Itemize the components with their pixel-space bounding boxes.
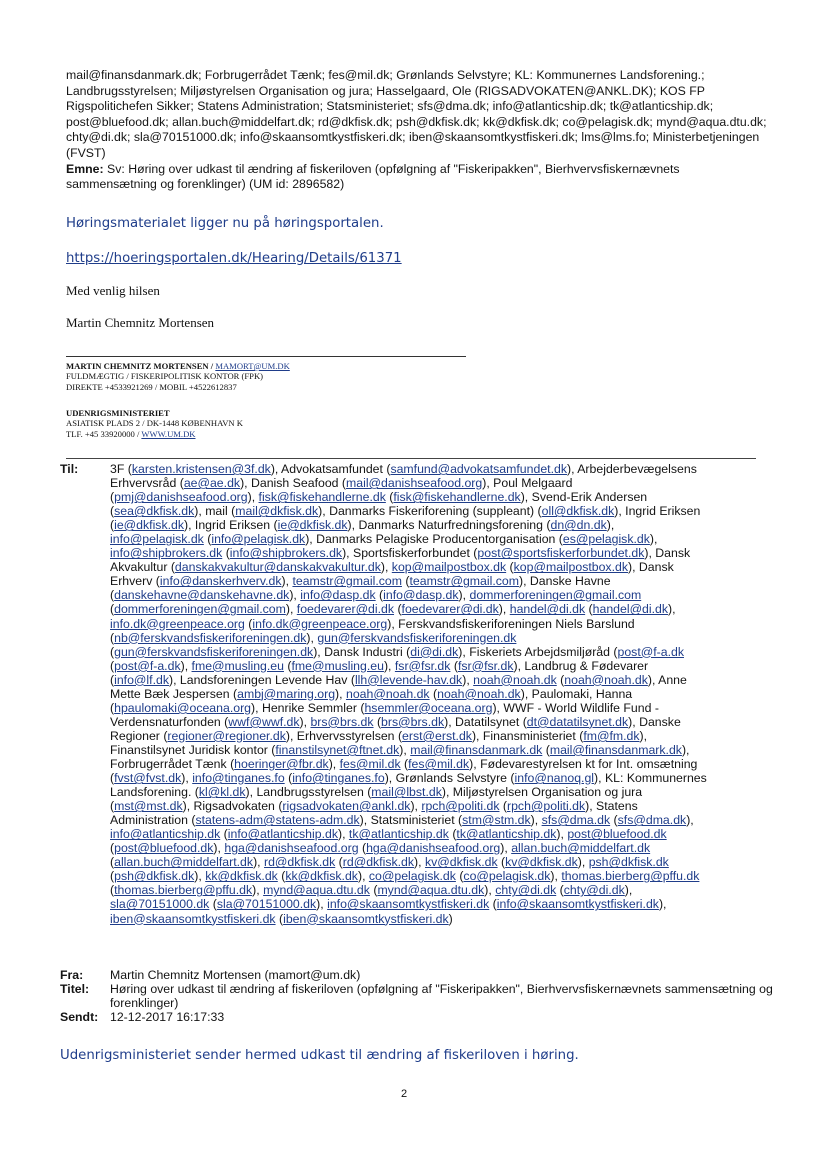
organization-name: UDENRIGSMINISTERIET: [66, 408, 170, 418]
recipient-email-link[interactable]: tk@atlanticship.dk: [456, 827, 557, 842]
recipient-email-link[interactable]: info@shipbrokers.dk: [229, 546, 343, 561]
to-line: iben@skaansomtkystfiskeri.dk (iben@skaansomtkystfiskeri.dk): [110, 911, 453, 926]
recipient-email-link[interactable]: thomas.bierberg@pffu.dk: [114, 883, 253, 898]
organization-phone-line: TLF. +45 33920000 / WWW.UM.DK: [66, 428, 196, 439]
recipient-email-link[interactable]: fes@mil.dk: [408, 756, 470, 771]
recipient-email-link[interactable]: dn@dn.dk: [550, 518, 607, 533]
recipient-email-link[interactable]: dt@datatilsynet.dk: [526, 714, 629, 729]
recipient-email-link[interactable]: chty@di.dk: [563, 883, 625, 898]
recipient-email-link[interactable]: brs@brs.dk: [310, 714, 374, 729]
sender-name: Martin Chemnitz Mortensen: [66, 315, 215, 330]
recipient-email-link[interactable]: kop@mailpostbox.dk: [513, 560, 628, 575]
recipient-email-link[interactable]: rigsadvokaten@ankl.dk: [282, 799, 411, 814]
original-message-to: [60, 462, 810, 926]
recipient-email-link[interactable]: mail@finansdanmark.dk: [410, 742, 543, 757]
recipient-email-link[interactable]: hsemmler@oceana.org: [364, 700, 493, 715]
recipient-email-link[interactable]: ie@dkfisk.dk: [277, 518, 348, 533]
page-number: 2: [401, 1088, 408, 1100]
body-text: Udenrigsministeriet sender hermed udkast til ændring af fiskeriloven i høring.: [60, 1048, 579, 1063]
recipient-email-link[interactable]: post@f-a.dk: [114, 658, 181, 673]
signature-title: FULDMÆGTIG / FISKERIPOLITISK KONTOR (FPK): [66, 371, 264, 382]
recipient-email-link[interactable]: rd@dkfisk.dk: [264, 855, 336, 870]
recipient-email-link[interactable]: post@f-a.dk: [617, 644, 684, 659]
recipient-email-link[interactable]: mynd@aqua.dtu.dk: [377, 883, 485, 898]
recipient-email-link[interactable]: tk@atlanticship.dk: [348, 827, 449, 842]
recipient-email-link[interactable]: erst@erst.dk: [402, 728, 472, 743]
recipient-email-link[interactable]: fm@fm.dk: [583, 728, 640, 743]
to-line: Erhverv (info@danskerhverv.dk), teamstr@gmail.com (teamstr@gmail.com), Danske Havne: [110, 574, 611, 589]
recipient-email-link[interactable]: fme@musling.eu: [291, 658, 384, 673]
recipient-email-link[interactable]: handel@di.dk: [592, 602, 669, 617]
recipient-email-link[interactable]: rd@dkfisk.dk: [342, 855, 415, 870]
recipient-email-link[interactable]: ambj@maring.org: [237, 686, 336, 701]
recipient-email-link[interactable]: noah@noah.dk: [473, 672, 557, 687]
hearing-link[interactable]: https://hoeringsportalen.dk/Hearing/Details/61371: [66, 251, 402, 266]
recipient-email-link[interactable]: dommerforeningen@gmail.com: [114, 602, 286, 617]
to-line: (hpaulomaki@oceana.org), Henrike Semmler (hsemmler@oceana.org), WWF - World Wildlife Fund -: [110, 700, 659, 715]
recipient-email-link[interactable]: hoeringer@fbr.dk: [234, 756, 329, 771]
to-recipients: [110, 462, 810, 926]
sent-label: Sendt:: [60, 1010, 99, 1025]
greeting: Med venlig hilsen: [66, 283, 160, 298]
recipient-email-link[interactable]: co@pelagisk.dk: [463, 869, 551, 884]
recipient-email-link[interactable]: samfund@advokatsamfundet.dk: [390, 462, 567, 476]
signature-divider: [66, 356, 466, 357]
to-line: (thomas.bierberg@pffu.dk), mynd@aqua.dtu.dk (mynd@aqua.dtu.dk), chty@di.dk (chty@di.dk),: [110, 883, 633, 898]
title-value: Høring over udkast til ændring af fiskeriloven (opfølgning af "Fiskeripakken", Bierhvervsfiskernævnets sammensætning og forenklinger): [110, 982, 773, 1011]
recipient-email-link[interactable]: gun@ferskvandsfiskeriforeningen.dk: [317, 630, 517, 645]
recipient-email-link[interactable]: oll@dkfisk.dk: [541, 504, 615, 519]
to-line: (psh@dkfisk.dk), kk@dkfisk.dk (kk@dkfisk.dk), co@pelagisk.dk (co@pelagisk.dk), thomas.bierberg@pffu.dk: [110, 869, 700, 884]
recipient-email-link[interactable]: rpch@politi.dk: [421, 799, 500, 814]
recipient-email-link[interactable]: fsr@fsr.dk: [457, 658, 514, 673]
to-line: (gun@ferskvandsfiskeriforeningen.dk), Dansk Industri (di@di.dk), Fiskeriets Arbejdsmiljøråd (post@f-a.dk: [110, 644, 684, 659]
recipient-email-link[interactable]: info@nanoq.gl: [514, 771, 595, 786]
to-label: Til:: [60, 462, 79, 476]
recipient-email-link[interactable]: kv@dkfisk.dk: [424, 855, 498, 870]
to-line: (sea@dkfisk.dk), mail (mail@dkfisk.dk), Danmarks Fiskeriforening (suppleant) (oll@dkfisk.dk), Ingrid Eriksen: [110, 504, 701, 519]
to-line: Finanstilsynet Juridisk kontor (finanstilsynet@ftnet.dk), mail@finansdanmark.dk (mail@finansdanmark.dk),: [110, 742, 690, 757]
recipient-email-link[interactable]: fme@musling.eu: [191, 658, 284, 673]
subject-line: [66, 162, 771, 193]
recipient-email-link[interactable]: mail@danishseafood.org: [346, 476, 483, 491]
to-line: Regioner (regioner@regioner.dk), Erhvervsstyrelsen (erst@erst.dk), Finansministeriet (fm@fm.dk),: [110, 728, 648, 743]
organization-address: ASIATISK PLADS 2 / DK-1448 KØBENHAVN K: [66, 418, 243, 429]
signature-name: MARTIN CHEMNITZ MORTENSEN /: [66, 361, 216, 371]
recipient-email-link[interactable]: mail@lbst.dk: [371, 785, 442, 800]
recipient-email-link[interactable]: info.dk@greenpeace.org: [252, 616, 388, 631]
recipient-email-link[interactable]: info@skaansomtkystfiskeri.dk: [496, 897, 659, 912]
signature-phones: DIREKTE +4533921269 / MOBIL +4522612837: [66, 381, 237, 392]
recipient-email-link[interactable]: info@tinganes.fo: [192, 771, 285, 786]
recipient-email-link[interactable]: iben@skaansomtkystfiskeri.dk: [110, 911, 276, 926]
to-line: (ie@dkfisk.dk), Ingrid Eriksen (ie@dkfisk.dk), Danmarks Naturfredningsforening (dn@dn.dk),: [110, 518, 615, 533]
to-line: Verdensnaturfonden (wwf@wwf.dk), brs@brs.dk (brs@brs.dk), Datatilsynet (dt@datatilsynet.dk), Danske: [110, 714, 681, 729]
recipient-email-link[interactable]: es@pelagisk.dk: [562, 532, 650, 547]
recipient-email-link[interactable]: co@pelagisk.dk: [368, 869, 456, 884]
recipient-email-link[interactable]: sea@dkfisk.dk: [114, 504, 195, 519]
to-line: (allan.buch@middelfart.dk), rd@dkfisk.dk (rd@dkfisk.dk), kv@dkfisk.dk (kv@dkfisk.dk), psh@dkfisk.dk: [110, 855, 669, 870]
recipient-email-link[interactable]: sla@70151000.dk: [216, 897, 317, 912]
recipient-email-link[interactable]: info@pelagisk.dk: [211, 532, 306, 547]
signature-block: [66, 361, 290, 392]
recipient-email-link[interactable]: kk@dkfisk.dk: [285, 869, 358, 884]
portal-note: Høringsmaterialet ligger nu på høringsportalen.: [66, 216, 384, 231]
to-line: info@pelagisk.dk (info@pelagisk.dk), Danmarks Pelagiske Producentorganisation (es@pelagisk.dk),: [110, 532, 658, 547]
recipient-email-link[interactable]: wwf@wwf.dk: [228, 714, 300, 729]
recipient-email-link[interactable]: dommerforeningen@gmail.com: [469, 588, 642, 603]
website-link[interactable]: WWW.UM.DK: [141, 428, 196, 439]
to-line: Erhvervsråd (ae@ae.dk), Danish Seafood (mail@danishseafood.org), Poul Melgaard: [110, 476, 573, 491]
to-line: (mst@mst.dk), Rigsadvokaten (rigsadvokaten@ankl.dk), rpch@politi.dk (rpch@politi.dk), Statens: [110, 799, 638, 814]
message-divider: [66, 458, 756, 459]
recipient-email-link[interactable]: foedevarer@di.dk: [296, 602, 395, 617]
recipient-email-link[interactable]: hga@danishseafood.org: [366, 841, 501, 856]
title-label: Titel:: [60, 982, 90, 997]
recipient-email-link[interactable]: nb@ferskvandsfiskeriforeningen.dk: [114, 630, 307, 645]
recipient-email-link[interactable]: noah@noah.dk: [564, 672, 648, 687]
recipient-email-link[interactable]: psh@dkfisk.dk: [588, 855, 669, 870]
recipient-email-link[interactable]: gun@ferskvandsfiskeriforeningen.dk: [114, 644, 314, 659]
to-line: (fvst@fvst.dk), info@tinganes.fo (info@tinganes.fo), Grønlands Selvstyre (info@nanoq.gl), KL: Kommunernes: [110, 771, 707, 786]
to-line: Akvakultur (danskakvakultur@danskakvakultur.dk), kop@mailpostbox.dk (kop@mailpostbox.dk), Dansk: [110, 560, 674, 575]
to-line: (danskehavne@danskehavne.dk), info@dasp.dk (info@dasp.dk), dommerforeningen@gmail.com: [110, 588, 642, 603]
recipient-email-link[interactable]: rpch@politi.dk: [507, 799, 586, 814]
to-lines: [110, 462, 810, 926]
subject-label: Emne:: [66, 161, 104, 176]
recipient-email-link[interactable]: info.dk@greenpeace.org: [110, 616, 245, 631]
recipient-email-link[interactable]: sfs@dma.dk: [541, 813, 611, 828]
recipient-email-link[interactable]: foedevarer@di.dk: [401, 602, 499, 617]
to-line: Forbrugerrådet Tænk (hoeringer@fbr.dk), fes@mil.dk (fes@mil.dk), Fødevarestyrelsen kt for Int. omsætning: [110, 756, 698, 771]
recipient-email-link[interactable]: brs@brs.dk: [381, 714, 445, 729]
recipient-email-link[interactable]: info@tinganes.fo: [292, 771, 385, 786]
recipient-email-link[interactable]: mynd@aqua.dtu.dk: [263, 883, 370, 898]
recipient-email-link[interactable]: allan.buch@middelfart.dk: [511, 841, 651, 856]
recipient-email-link[interactable]: stm@stm.dk: [462, 813, 531, 828]
recipient-email-link[interactable]: fisk@fiskehandlerne.dk: [393, 490, 521, 505]
recipient-email-link[interactable]: kl@kl.dk: [198, 785, 246, 800]
email-header: [66, 68, 771, 193]
recipient-email-link[interactable]: info@lf.dk: [114, 672, 169, 687]
recipient-email-link[interactable]: teamstr@gmail.com: [409, 574, 519, 589]
recipient-email-link[interactable]: kk@dkfisk.dk: [205, 869, 278, 884]
recipient-email-link[interactable]: hga@danishseafood.org: [224, 841, 359, 856]
recipient-email-link[interactable]: info@atlanticship.dk: [227, 827, 338, 842]
recipient-email-link[interactable]: karsten.kristensen@3f.dk: [131, 462, 271, 476]
to-line: sla@70151000.dk (sla@70151000.dk), info@skaansomtkystfiskeri.dk (info@skaansomtkystfiskeri.dk),: [110, 897, 667, 912]
recipient-email-link[interactable]: regioner@regioner.dk: [167, 728, 286, 743]
recipient-email-link[interactable]: sfs@dma.dk: [617, 813, 687, 828]
recipient-email-link[interactable]: info@dasp.dk: [300, 588, 376, 603]
to-line: (dommerforeningen@gmail.com), foedevarer@di.dk (foedevarer@di.dk), handel@di.dk (handel@di.dk),: [110, 602, 676, 617]
to-line: (info@lf.dk), Landsforeningen Levende Hav (llh@levende-hav.dk), noah@noah.dk (noah@noah.dk), Anne: [110, 672, 687, 687]
recipient-email-link[interactable]: teamstr@gmail.com: [292, 574, 402, 589]
recipient-email-link[interactable]: chty@di.dk: [495, 883, 557, 898]
recipient-email-link[interactable]: post@sportsfiskerforbundet.dk: [477, 546, 645, 561]
recipient-email-link[interactable]: psh@dkfisk.dk: [114, 869, 195, 884]
recipient-email-link[interactable]: mst@mst.dk: [114, 799, 183, 814]
from-value: Martin Chemnitz Mortensen (mamort@um.dk): [110, 968, 361, 982]
recipients-tail: mail@finansdanmark.dk; Forbrugerrådet Tænk; fes@mil.dk; Grønlands Selvstyre; KL: Kommunernes Landsforening.; Landbrugsstyrelsen; Miljøstyrelsen Organisation og jura; Hasselgaard, Ole (RIGSADVOKATEN@ANKL.DK); KOS FP Rigspolitichefen Sikker; Statens Administration; Statsministeriet; sfs@dma.dk; info@atlanticship.dk; tk@atlanticship.dk; post@bluefood.dk; allan.buch@middelfart.dk; rd@dkfisk.dk; psh@dkfisk.dk; kk@dkfisk.dk; co@pelagisk.dk; mynd@aqua.dtu.dk; chty@di.dk; sla@70151000.dk; info@skaansomtkystfiskeri.dk; iben@skaansomtkystfiskeri.dk; lms@lms.fo; Ministerbetjeningen (FVST): [66, 68, 767, 160]
recipient-email-link[interactable]: hpaulomaki@oceana.org: [114, 700, 252, 715]
to-line: 3F (karsten.kristensen@3f.dk), Advokatsamfundet (samfund@advokatsamfundet.dk), Arbejderbevægelsens: [110, 462, 697, 476]
signature-name-line: [66, 361, 290, 371]
to-line: Administration (statens-adm@statens-adm.dk), Statsministeriet (stm@stm.dk), sfs@dma.dk (sfs@dma.dk),: [110, 813, 694, 828]
recipient-email-link[interactable]: handel@di.dk: [509, 602, 586, 617]
recipient-email-link[interactable]: allan.buch@middelfart.dk: [114, 855, 254, 870]
recipient-email-link[interactable]: ie@dkfisk.dk: [114, 518, 184, 533]
from-label: Fra:: [60, 968, 84, 982]
to-line: (post@bluefood.dk), hga@danishseafood.org (hga@danishseafood.org), allan.buch@middelfart.dk: [110, 841, 651, 856]
signature-email-link[interactable]: MAMORT@UM.DK: [215, 361, 290, 371]
to-line: info@shipbrokers.dk (info@shipbrokers.dk), Sportsfiskerforbundet (post@sportsfiskerforbundet.dk), Dansk: [110, 546, 691, 561]
recipient-email-link[interactable]: statens-adm@statens-adm.dk: [195, 813, 360, 828]
recipient-email-link[interactable]: kop@mailpostbox.dk: [391, 560, 507, 575]
recipient-email-link[interactable]: pmj@danishseafood.org: [114, 490, 248, 505]
recipient-email-link[interactable]: info@dasp.dk: [383, 588, 459, 603]
recipient-email-link[interactable]: info@danskerhverv.dk: [159, 574, 282, 589]
to-line: Landsforening. (kl@kl.dk), Landbrugsstyrelsen (mail@lbst.dk), Miljøstyrelsen Organisation og jura: [110, 785, 643, 800]
recipient-email-link[interactable]: danskakvakultur@danskakvakultur.dk: [174, 560, 381, 575]
recipient-email-link[interactable]: info@skaansomtkystfiskeri.dk: [327, 897, 490, 912]
recipient-email-link[interactable]: sla@70151000.dk: [110, 897, 210, 912]
recipient-email-link[interactable]: fsr@fsr.dk: [394, 658, 451, 673]
recipient-email-link[interactable]: ae@ae.dk: [183, 476, 241, 491]
to-line: (nb@ferskvandsfiskeriforeningen.dk), gun@ferskvandsfiskeriforeningen.dk: [110, 630, 517, 645]
recipient-email-link[interactable]: noah@noah.dk: [345, 686, 430, 701]
recipient-email-link[interactable]: llh@levende-hav.dk: [354, 672, 463, 687]
recipient-email-link[interactable]: finanstilsynet@ftnet.dk: [275, 742, 400, 757]
recipient-email-link[interactable]: thomas.bierberg@pffu.dk: [561, 869, 700, 884]
sent-value: 12-12-2017 16:17:33: [110, 1010, 225, 1025]
recipient-email-link[interactable]: kv@dkfisk.dk: [505, 855, 578, 870]
recipient-email-link[interactable]: info@shipbrokers.dk: [110, 546, 223, 561]
recipient-email-link[interactable]: danskehavne@danskehavne.dk: [114, 588, 290, 603]
to-line: info.dk@greenpeace.org (info.dk@greenpeace.org), Ferskvandsfiskeriforeningen Niels Barslund: [110, 616, 635, 631]
recipient-email-link[interactable]: iben@skaansomtkystfiskeri.dk: [283, 911, 449, 926]
recipient-email-link[interactable]: noah@noah.dk: [437, 686, 521, 701]
recipient-email-link[interactable]: fvst@fvst.dk: [114, 771, 182, 786]
subject-value: Sv: Høring over udkast til ændring af fiskeriloven (opfølgning af "Fiskeripakken", Bierhvervsfiskernævnets sammensætning og forenklinger) (UM id: 2896582): [66, 161, 680, 192]
to-line: info@atlanticship.dk (info@atlanticship.dk), tk@atlanticship.dk (tk@atlanticship.dk), post@bluefood.dk: [110, 827, 667, 842]
organization-block: [66, 408, 243, 439]
recipient-email-link[interactable]: info@pelagisk.dk: [110, 532, 204, 547]
recipient-email-link[interactable]: fes@mil.dk: [339, 756, 401, 771]
recipient-email-link[interactable]: fisk@fiskehandlerne.dk: [258, 490, 386, 505]
to-line: (pmj@danishseafood.org), fisk@fiskehandlerne.dk (fisk@fiskehandlerne.dk), Svend-Erik Andersen: [110, 490, 648, 505]
recipient-email-link[interactable]: post@bluefood.dk: [567, 827, 667, 842]
recipient-email-link[interactable]: post@bluefood.dk: [114, 841, 214, 856]
to-line: (post@f-a.dk), fme@musling.eu (fme@musling.eu), fsr@fsr.dk (fsr@fsr.dk), Landbrug & Fødevarer: [110, 658, 649, 673]
recipient-email-link[interactable]: info@atlanticship.dk: [110, 827, 221, 842]
recipient-email-link[interactable]: mail@dkfisk.dk: [235, 504, 319, 519]
original-message-fields: [60, 968, 810, 1024]
recipient-email-link[interactable]: di@di.dk: [410, 644, 459, 659]
to-line: Mette Bæk Jespersen (ambj@maring.org), noah@noah.dk (noah@noah.dk), Paulomaki, Hanna: [110, 686, 633, 701]
recipient-email-link[interactable]: mail@finansdanmark.dk: [549, 742, 682, 757]
